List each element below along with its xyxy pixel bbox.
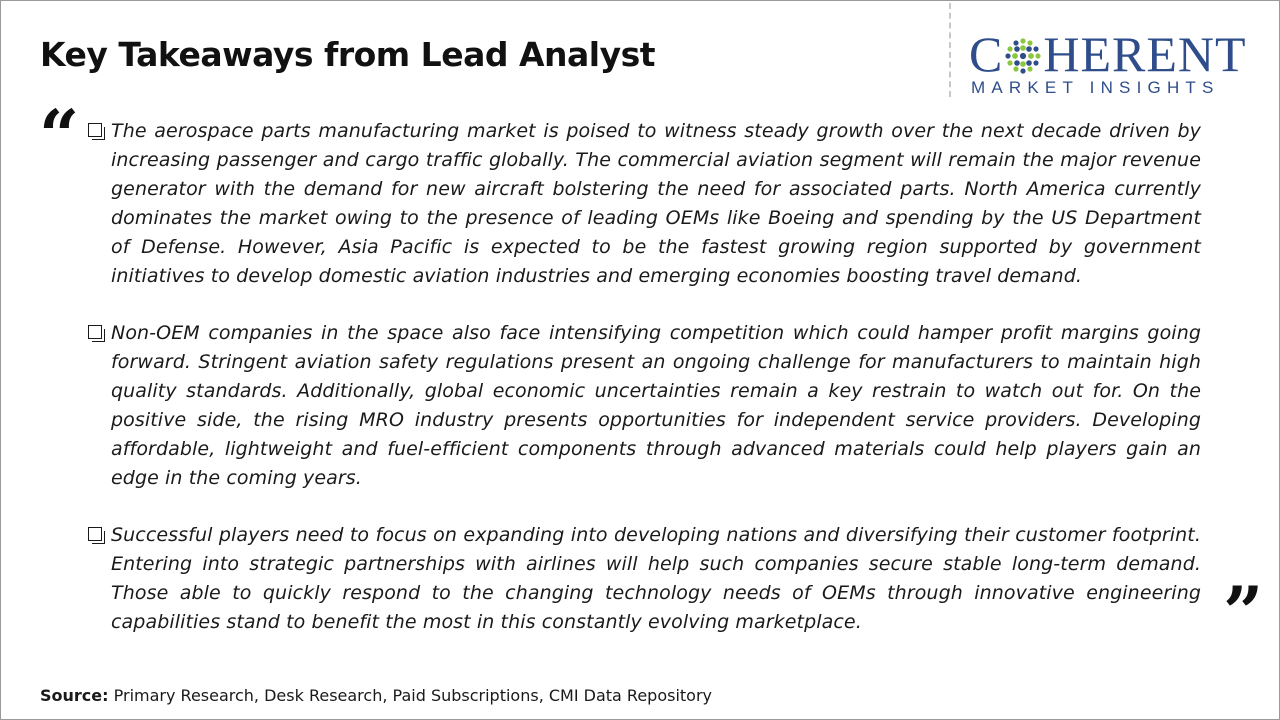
logo-word-left: C (969, 26, 1004, 82)
takeaway-item-3 (88, 521, 1201, 637)
source-note (40, 686, 712, 705)
slide-title: Key Takeaways from Lead Analyst (40, 35, 655, 74)
logo-wordmark (969, 26, 1247, 82)
header-divider (949, 3, 951, 97)
takeaway-item-2 (88, 319, 1201, 493)
source-label: Source: (40, 686, 109, 705)
company-logo (969, 26, 1261, 101)
takeaway-text: The aerospace parts manufacturing market is poised to witness steady growth over the next decade driven by increasing passenger and cargo traffic globally. The commercial aviation segment will remain the major revenue generator with the demand for new aircraft bolstering the need for associated parts. North America currently dominates the market owing to the presence of leading OEMs like Boeing and spending by the US Department of Defense. However, Asia Pacific is expected to be the fastest growing region supported by government initiatives to develop domestic aviation industries and emerging economies boosting travel demand. (111, 120, 1201, 287)
bullet-checkbox-icon (88, 123, 102, 137)
globe-dots-icon (1004, 37, 1042, 75)
close-quote-icon: ” (1223, 571, 1264, 654)
logo-subtitle: MARKET INSIGHTS (971, 78, 1220, 97)
source-text: Primary Research, Desk Research, Paid Subscriptions, CMI Data Repository (113, 686, 713, 705)
logo-word-right: HERENT (1043, 26, 1247, 82)
takeaway-text: Successful players need to focus on expanding into developing nations and diversifying their customer footprint. Entering into strategic partnerships with airlines will help such companies secure stable long-term demand. Those able to quickly respond to the changing technology needs of OEMs through innovative engineering capabilities stand to benefit the most in this constantly evolving marketplace. (111, 524, 1201, 633)
takeaway-text: Non-OEM companies in the space also face intensifying competition which could hamper profit margins going forward. Stringent aviation safety regulations present an ongoing challenge for manufacturers to maintain high quality standards. Additionally, global economic uncertainties remain a key restrain to watch out for. On the positive side, the rising MRO industry presents opportunities for independent service providers. Developing affordable, lightweight and fuel-efficient components through advanced materials could help players gain an edge in the coming years. (111, 322, 1201, 489)
bullet-checkbox-icon (88, 527, 102, 541)
open-quote-icon: “ (39, 94, 80, 177)
takeaway-item-1 (88, 117, 1201, 291)
bullet-checkbox-icon (88, 325, 102, 339)
